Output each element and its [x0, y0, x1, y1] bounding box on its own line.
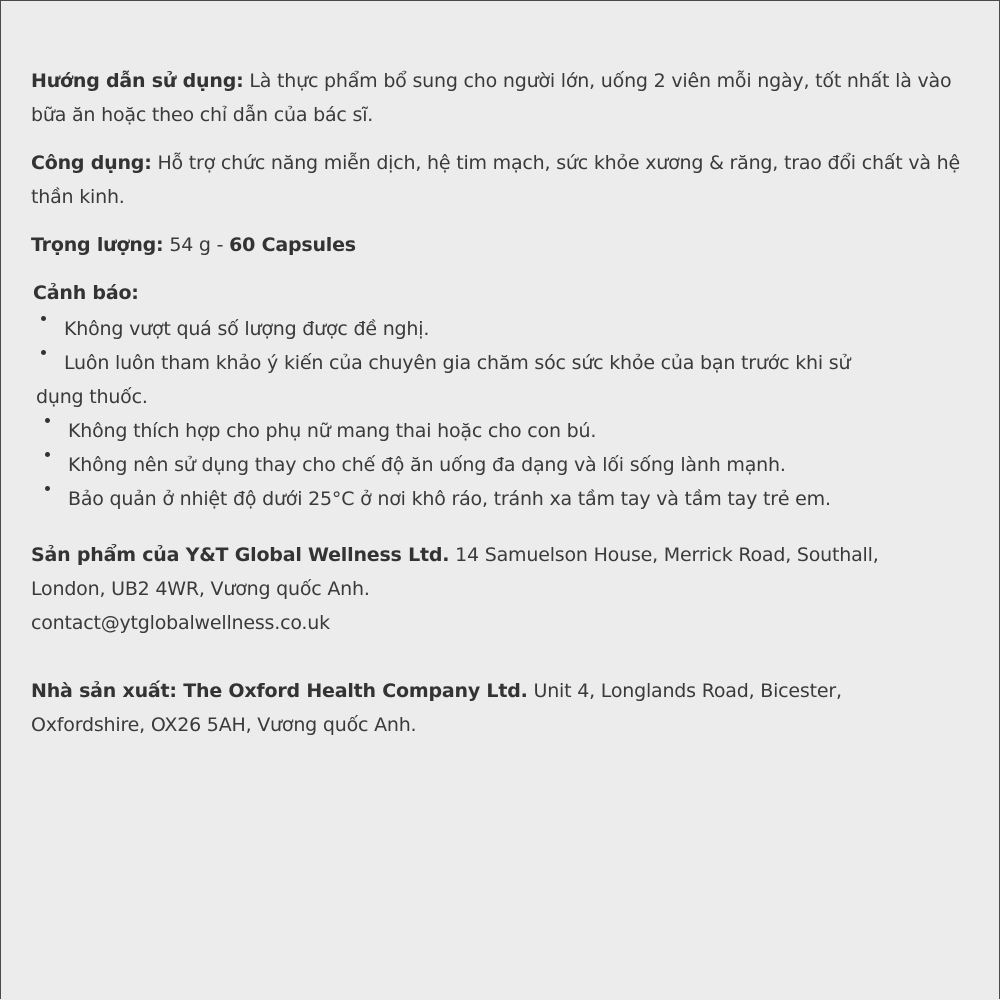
manufacturer-address-line2: Oxfordshire, OX26 5AH, Vương quốc Anh. — [31, 714, 417, 736]
benefits-section — [31, 146, 971, 214]
weight-text: 54 g - — [169, 234, 224, 256]
bullet-icon — [45, 486, 50, 491]
warning-item — [31, 482, 971, 516]
usage-text: Là thực phẩm bổ sung cho người lớn, uống 2 viên mỗi ngày, tốt nhất là vào bữa ăn hoặc theo chỉ dẫn của bác sĩ. — [31, 70, 952, 126]
bullet-icon — [45, 418, 50, 423]
manufacturer-address-line1: Unit 4, Longlands Road, Bicester, — [533, 680, 842, 702]
label-content — [31, 64, 971, 742]
warning-text: Không vượt quá số lượng được đề nghị. — [64, 318, 430, 340]
manufacturer-label: Nhà sản xuất: The Oxford Health Company Ltd. — [31, 680, 528, 702]
warnings-heading: Cảnh báo: — [33, 282, 139, 304]
warning-text: Không nên sử dụng thay cho chế độ ăn uống đa dạng và lối sống lành mạnh. — [68, 454, 786, 476]
bullet-icon — [41, 350, 46, 355]
warning-text: Không thích hợp cho phụ nữ mang thai hoặc cho con bú. — [68, 420, 597, 442]
usage-section — [31, 64, 971, 132]
benefits-label: Công dụng: — [31, 152, 152, 174]
distributor-address-line1: 14 Samuelson House, Merrick Road, Southall, — [455, 544, 879, 566]
warning-item — [31, 346, 971, 414]
warnings-list — [31, 312, 971, 516]
bullet-icon — [45, 452, 50, 457]
warning-text-continued: dụng thuốc. — [36, 386, 148, 408]
warning-text: Bảo quản ở nhiệt độ dưới 25°C ở nơi khô ráo, tránh xa tầm tay và tầm tay trẻ em. — [68, 488, 831, 510]
distributor-email: contact@ytglobalwellness.co.uk — [31, 612, 330, 634]
benefits-text: Hỗ trợ chức năng miễn dịch, hệ tim mạch, sức khỏe xương & răng, trao đổi chất và hệ thần kinh. — [31, 152, 961, 208]
bullet-icon — [41, 316, 46, 321]
usage-label: Hướng dẫn sử dụng: — [31, 70, 244, 92]
distributor-section — [31, 538, 971, 640]
manufacturer-section — [31, 674, 971, 742]
warning-text: Luôn luôn tham khảo ý kiến của chuyên gia chăm sóc sức khỏe của bạn trước khi sử — [64, 352, 851, 374]
warning-item — [31, 312, 971, 346]
distributor-label: Sản phẩm của Y&T Global Wellness Ltd. — [31, 544, 450, 566]
weight-label: Trọng lượng: — [31, 234, 164, 256]
capsule-count: 60 Capsules — [229, 234, 356, 256]
weight-section — [31, 228, 971, 262]
warning-item — [31, 414, 971, 448]
distributor-address-line2: London, UB2 4WR, Vương quốc Anh. — [31, 578, 370, 600]
warning-item — [31, 448, 971, 482]
